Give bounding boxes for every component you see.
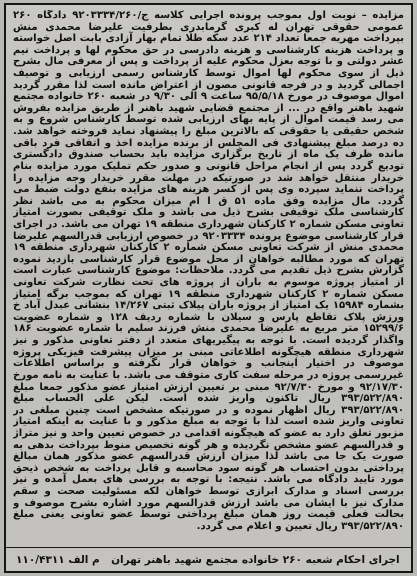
issuing-authority: اجرای احکام شعبه ۲۶۰ خانواده مجتمع شهید باهنر تهران bbox=[111, 553, 400, 566]
legal-notice-clipping bbox=[4, 3, 413, 573]
notice-reference-number: ۱۱۰/۴۳۱۱ م الف bbox=[16, 553, 100, 566]
notice-body-text: مزایده – نوبت اول بموجب پرونده اجرایی کلاسه ج/۹۲۰۳۳۳۴/۲۶۰ دادگاه ۲۶۰ عمومی حقوقی تهران له کبری گرمابدری بطرفیت علیرضا محمدی منش بپرداخت مهریه جمعا تعداد ۲۱۴ عدد سکه طلا تمام بهار آزادی بابت اصل خواسته و پرداخت هزینه کارشناسی و هزینه دادرسی در حق محکوم لها و پرداخت نیم عشر دولتی و با توجه بعزل محکوم علیه از پرداخت و پس از معرفی مال بشرح ذیل از سوی محکوم لها اموال توسط کارشناس رسمی ارزیابی و توصیف اجمالی گردید و در فرجه قانونی مصون از اعتراض مانده است لذا مقرر گردید اموال موصوف در مورخ ۹۵/۵/۱۸ ساعت ۹ الی ۹/۳۰ در شعبه ۲۶۰ خانواده مجتمع شهید باهنر واقع در ... از مجتمع قضایی شهید باهنر از طریق مزایده بفروش می رسد قیمت اموال از پایه بهای ارزیابی شده توسط کارشناس شروع و به شخص حقیقی یا حقوقی که بالاترین مبلغ را پیشنهاد نماید فروخته خواهد شد. ده درصد مبلغ پیشنهادی فی المجلس از برنده مزایده اخذ و اتفاقی فرد باقی مانده ظرف یک ماه از تاریخ برگزاری مزایده باید بحساب صندوق دادگستری تودیع گردد پس از انجام مراحل قانونی و صدور حکم تملیک مورد مزایده بنام خریدار منتقل خواهد شد در صورتیکه در مهلت مقرر خریدار وجه مزایده را پرداخت ننماید سپرده وی پس از کسر هزینه های مزایده بنفع دولت ضبط می گردد. مال مزایده وفق ماده ۵۱ ق ا ام میزان محکوم به می باشد نظر کارشناسی ملک توقیفی بشرح ذیل می باشد و ملک توقیفی بصورت امتیاز تعاونی مسکن شماره ۲ کارکنان شهرداری منطقه ۱۹ تهران می باشد. در اجرای قرار کارشناسی موضوع پرونده ۹۲۰۳۳۳۴ در خصوص ارزیابی قدرالسهم علیرضا محمدی منش از شرکت تعاونی مسکن شماره ۲ کارکنان شهرداری منطقه ۱۹ تهران که مورد مطالبه خواهان از محل موضوع قرار کارشناسی بازدید نموده گزارش بشرح ذیل تقدیم می گردد. ملاحظات: موضوع کارشناسی عبارت است از امتیاز پروژه موسوم به باران از پروژه های تحت نظارت شرکت تعاونی مسکن شماره ۲ کارکنان شهرداری منطقه ۱۹ تهران که بموجب برگه امتیاز بشماره ۱۵۹۸۴ یک امتیاز از پروژه باران پیلاک ثبتی ۱۴/۲۶۷ بنشانی عبدل آباد خ ورزش پلاک تقاطع پارس و سیلان با شماره ردیف ۱۲۸ و شماره عضویت ۱۵۲۹۹/۶ متر مربع به علیرضا محمدی منش فرزند سلیم با شماره عضویت ۱۸۶ واگذار گردیده است. با توجه به پیگیریهای متعدد از دفتر تعاونی مذکور و نیز شهرداری منطقه هیچگونه اطلاعاتی مبنی بر میزان پیشرفت فیزیکی پروژه موصوف در اختیار اینجانب و خواهان قرار نگرفته و براساس اطلاعات غیررسمی پروژه در مرحله سفت کاری متوقف می باشد. با عنایت به نامه مورخ ۹۲/۱۷/۳۰ و مورخ ۹۲/۷/۳۰ مبنی بر تعیین ارزش امتیاز عضو مذکور جمعا مبلغ ۳۹۳/۵۲۲/۸۹۰ ریال تاکنون واریز شده است. لیکن علی الحساب مبلغ ۳۹۳/۵۲۲/۸۹۰ ریال اظهار نموده و در صورتیکه مشخص است چنین مبلغی در تعاونی واریز شده است لذا با توجه به مبلغ مذکور و با عنایت به اینکه امتیاز مزبور تعلق دارد به عضو که هیچگونه اقدامی در خصوص تعیین واحد و نیز متراژ و قدرالسهم عضو مشخص نگردیده و هر گونه تخصیص منوط بپرداخت بدهی به صورت یک جا می باشد لذا میزان ارزش قدرالسهم عضو مذکور همان مبالغ پرداختی بدون احتساب هر گونه سود محاسبه و قابل پرداخت به شخص ذیحق مورد تایید دادگاه می باشد. نتیجه: با توجه به بررسی های بعمل آمده و نیز بررسی اسناد و مدارک ابرازی توسط خواهان لکه مسئولیت صحت و سقم مدارک نیز با ایشان می باشد ارزش قدرالسهم مورد اشاره بشرح موصوف و بحالت فعلی قیمت روز همان مبلغ پرداختی توسط عضو تعاونی یعنی مبلغ ۳۹۳/۵۲۲/۸۹۰ ریال تعیین و اعلام می گردد. bbox=[13, 10, 404, 532]
notice-footer bbox=[6, 547, 411, 571]
